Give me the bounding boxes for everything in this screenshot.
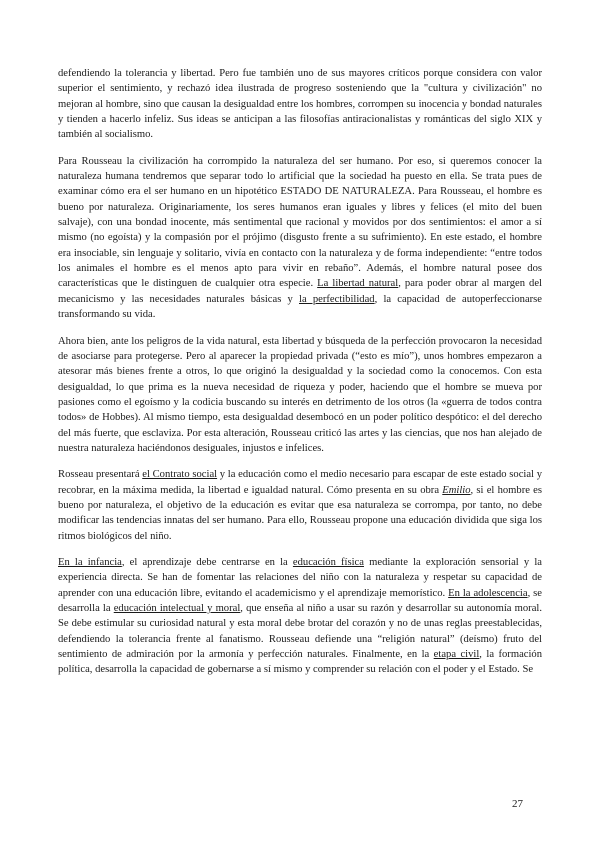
text-segment: , para poder obrar al margen del mecanicismo y las necesidades naturales básicas y	[58, 278, 542, 305]
text-segment: , se desarrolla la	[58, 587, 543, 614]
emphasized-term: En la adolescencia	[448, 587, 528, 599]
emphasized-term: educación física	[292, 556, 364, 568]
page-number: 27	[512, 798, 523, 810]
body-text	[58, 66, 542, 689]
text-segment: , la capacidad de autoperfeccionarse transformando su vida.	[58, 293, 542, 321]
paragraph-3	[58, 334, 542, 457]
text-segment: Rosseau presentará	[58, 469, 143, 481]
text-segment: , la formación política, desarrolla la capacidad de gobernarse a sí mismo y comprender su relación con el poder y el Estado. Se	[58, 649, 543, 676]
emphasized-term: etapa civil	[433, 649, 480, 661]
text-segment: Para Rousseau la civilización ha corrompido la naturaleza del ser humano. Por eso, si queremos conocer la naturaleza humana tendremos que separar todo lo artificial que la sociedad ha puesto en ella. Se trata pues de examinar cómo era el ser humano en un hipotético ESTADO DE NATURALEZA. Para Rousseau, el hombre es bueno por naturaleza. Originariamente, los seres humanos eran iguales y libres y felices (el mito del buen salvaje), con una bondad inocente, más sentimental que racional y movidos por dos sentimientos: el amor a sí mismo (no egoísta) y la compasión por el prójimo (disgusto frente a su sufrimiento). En este estado, el hombre era insociable, sin lenguaje y solitario, vivía en contacto con la naturaleza y de forma independiente: “entre todos los animales el hombre es el menos apto para vivir en rebaño”. Además, el hombre natural posee dos características que le distinguen de cualquier otra especie.	[58, 155, 542, 290]
text-segment: y la educación como el medio necesario para escapar de este estado social y recobrar, en la máxima medida, la libertad e igualdad natural. Cómo presenta en su obra	[58, 469, 542, 496]
text-segment: , que enseña al niño a usar su razón y desarrollar su autonomía moral. Se debe estimular su curiosidad natural y esta moral debe brotar del corazón y no de unas reglas preestablecidas, defendiendo la tolerancia frente al fanatismo. Rousseau defiende una “religión natural” (deísmo) fruto del sentimiento de admiración por la armonía y perfección naturales. Finalmente, en la	[58, 603, 542, 661]
text-segment: Ahora bien, ante los peligros de la vida natural, esta libertad y búsqueda de la perfección provocaron la necesidad de asociarse para protegerse. Pero al aparecer la propiedad privada (“esto es mío”), unos hombres empezaron a atesorar más bienes frente a otros, lo que originó la desigualdad y la sociedad como la conocemos. Con esta desigualdad, lo que prima es la nueva necesidad de riqueza y poder, haciendo que el hombre se mueva por pasiones como el egoísmo y la codicia buscando su interés en detrimento de los otros (la «guerra de todos contra todos» de Hobbes). Al mismo tiempo, esta desigualdad desembocó en un poder político despótico: el del derecho del más fuerte, que esclaviza. Por esta alteración, Rousseau criticó las artes y las ciencias, que nos han alejado de nuestra naturaleza haciéndonos desiguales, injustos e infelices.	[58, 335, 542, 454]
paragraph-4	[58, 467, 542, 544]
text-segment: defendiendo la tolerancia y libertad. Pero fue también uno de sus mayores críticos porque considera con valor superior el sentimiento, y rechazó idea ilustrada de progreso sosteniendo que la "cultura y civilización" no mejoran al hombre, sino que causan la desigualdad entre los hombres, corrompen su inocencia y bondad naturales y tienden a hacerlo infeliz. Sus ideas se anticipan a las filosofías antiracionalistas y románticas del siglo XIX y también al socialismo.	[58, 68, 542, 141]
emphasized-term: La libertad natural	[317, 278, 399, 290]
text-segment: , si el hombre es bueno por naturaleza, el objetivo de la educación es evitar que esa naturaleza se corrompa, por tanto, no debe modificar las tendencias innatas del ser humano. Para ello, Rousseau propone una educación dividida que siga los ritmos biológicos del niño.	[58, 484, 543, 542]
emphasized-term: Emilio	[442, 484, 471, 496]
emphasized-term: En la infancia	[58, 556, 122, 568]
emphasized-term: el Contrato social	[142, 469, 218, 481]
text-segment: , el aprendizaje debe centrarse en la	[121, 556, 293, 568]
emphasized-term: educación intelectual y moral	[113, 603, 241, 614]
text-segment: mediante la exploración sensorial y la experiencia directa. Se han de fomentar las relaciones del niño con la naturaleza y respetar su capacidad de aprender con una educación libre, evitando el academicismo y el aprendizaje memorístico.	[58, 556, 542, 599]
paragraph-1	[58, 66, 542, 143]
paragraph-5	[58, 555, 542, 678]
paragraph-2	[58, 154, 542, 323]
emphasized-term: la perfectibilidad	[299, 293, 375, 305]
